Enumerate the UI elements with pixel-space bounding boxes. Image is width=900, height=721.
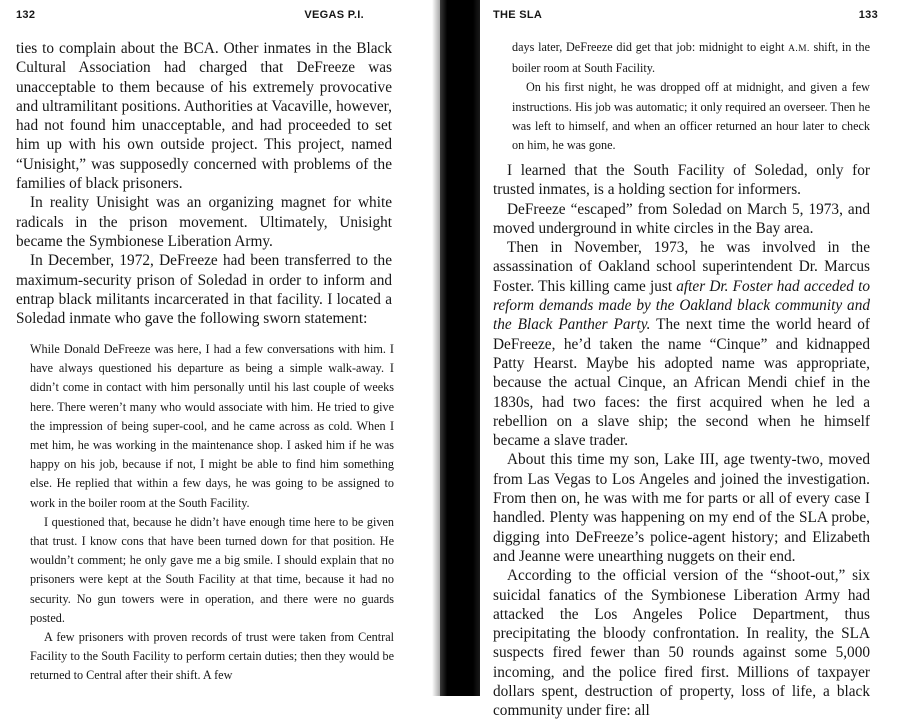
left-running-head: VEGAS P.I. [304,9,364,21]
book-gutter [440,0,480,696]
left-paragraph: ties to complain about the BCA. Other inmates in the Black Cultural Association had charged that DeFreeze was unacceptable to them because of his extremely provocative and ultramilitant positions. Authorities at Vacaville, however, had not found him unacceptable, and had proceeded to set him up with his own outside project. This project, named “Unisight,” was supposedly concerned with problems of the families of black prisoners. [16,40,392,193]
gutter-shadow [432,0,440,696]
right-paragraph: According to the official version of the “shoot-out,” six suicidal fanatics of the Symbionese Liberation Army had attacked the Los Angeles Police Department, thus precipitating the bloody confrontation. In reality, the SLA suspects fired fewer than 50 rounds against some 5,000 incoming, and the police fired first. Millions of taxpayer dollars spent, destruction of property, loss of life, a black community under fire: all [493,567,870,720]
quote-paragraph: While Donald DeFreeze was here, I had a few conversations with him. I have always questioned his departure as being a simple walk-away. I didn’t come in contact with him personally until his last couple of weeks here. There weren’t many who would associate with him. He tried to give the impression of being super-cool, and he came across as cold. When I met him, he was working in the maintenance shop. I asked him if he was happy on his job, because if not, I might be able to find him something else. He replied that within a few days, he was going to be assigned to work in the boiler room at the South Facility. [30,342,394,510]
right-running-head: THE SLA [493,9,543,21]
right-body-text [493,161,870,721]
quote-smallcaps: A.M. [788,44,810,54]
quote-paragraph: A few prisoners with proven records of trust were taken from Central Facility to the South Facility to perform certain duties; then they would be returned to Central after their shift. A few [30,630,394,683]
paragraph-text: Then in November, 1973, he was involved in the assassination of Oakland school superintendent Dr. Marcus Foster. This killing came just [493,239,870,295]
left-page [0,0,440,696]
right-paragraph [493,238,870,450]
left-block-quote [30,340,394,686]
quote-paragraph: I questioned that, because he didn’t have enough time here to be given that trust. I know cons that have been turned down for that position. He wouldn’t comment; he only gave me a big smile. I should explain that no prisoners were kept at the South Facility at that time, because it had no security. No gun towers were in operation, and there were no guards posted. [30,514,394,625]
right-page-number: 133 [858,9,878,21]
right-page [480,0,900,720]
quote-text: days later, DeFreeze did get that job: midnight to eight [512,40,789,54]
quote-paragraph [512,38,870,78]
paragraph-italic-text: after Dr. Foster had acceded to reform demands made by the Oakland black community and the Black Panther Party. [493,277,871,334]
right-paragraph: I learned that the South Facility of Soledad, only for trusted inmates, is a holding section for informers. [493,162,870,199]
left-paragraph: In reality Unisight was an organizing magnet for white radicals in the prison movement. Ultimately, Unisight became the Symbionese Liberation Army. [16,194,392,250]
left-page-number: 132 [16,9,36,21]
right-paragraph: DeFreeze “escaped” from Soledad on March 5, 1973, and moved underground in white circles in the Bay area. [493,200,870,237]
quote-text: shift, in the boiler room at South Facility. [512,40,870,76]
left-paragraph: In December, 1972, DeFreeze had been transferred to the maximum-security prison of Soledad in order to inform and entrap black militants incarcerated in that facility. I located a Soledad inmate who gave the following sworn statement: [16,252,392,328]
right-paragraph: About this time my son, Lake III, age twenty-two, moved from Las Vegas to Los Angeles and joined the investigation. From then on, he was with me for parts or all of every case I handled. Plenty was happening on my end of the SLA probe, digging into DeFreeze’s police-agent history; and Elizabeth and Jeanne were unearthing nuggets on their end. [493,451,870,565]
right-block-quote [512,38,870,155]
quote-paragraph: On his first night, he was dropped off at midnight, and given a few instructions. His job was automatic; it only required an overseer. Then he was left to himself, and when an officer returned an hour later to check on him, he was gone. [512,80,870,153]
left-body-text [16,39,392,328]
paragraph-text: The next time the world heard of DeFreeze, he’d taken the name “Cinque” and kidnapped Patty Hearst. Maybe his adopted name was appropriate, because the actual Cinque, an African Mendi chief in the 1830s, had two faces: the first acquired when he led a rebellion on a slave ship; the second when he himself became a slave trader. [493,316,870,450]
